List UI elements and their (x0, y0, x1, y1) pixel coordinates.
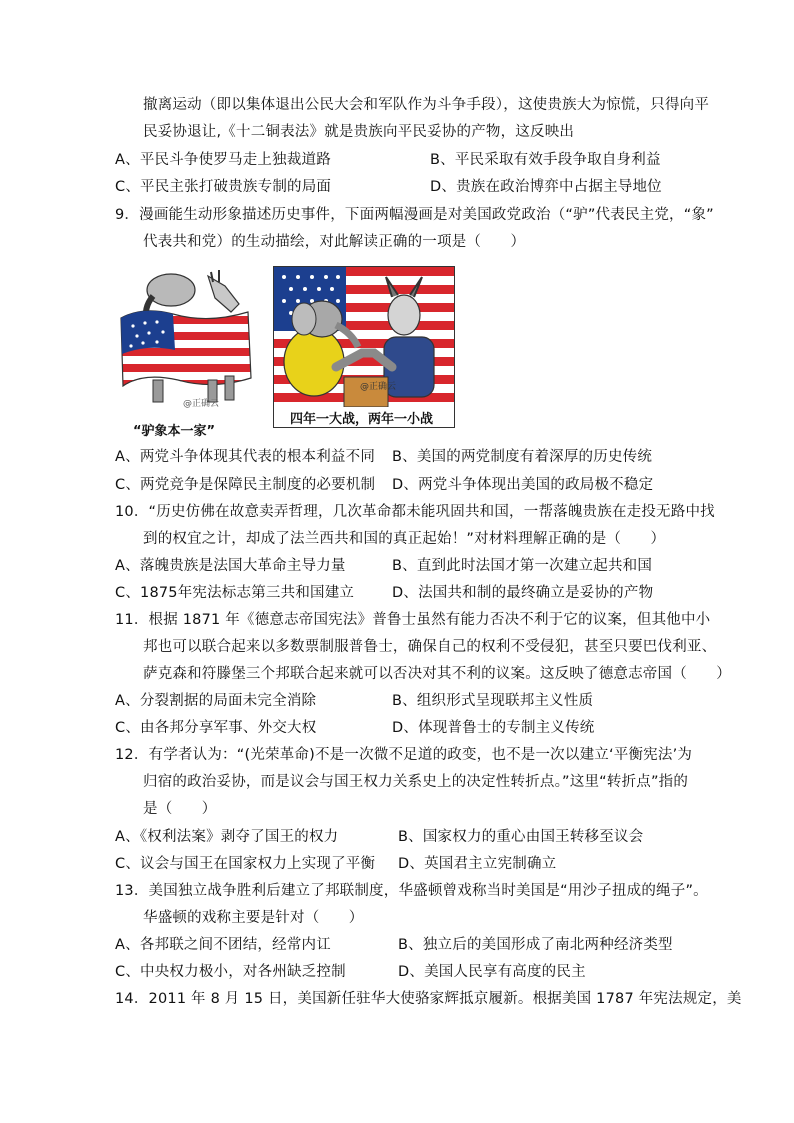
q12-option-b: B、国家权力的重心由国王转移至议会 (398, 829, 644, 845)
q10-stem-line2: 到的权宜之计，却成了法兰西共和国的真正起始！”对材料理解正确的是（ ） (143, 531, 666, 547)
cartoon1-watermark: @正确云 (183, 399, 220, 409)
q9-option-b: B、美国的两党制度有着深厚的历史传统 (392, 449, 653, 465)
q11-option-a: A、分裂割据的局面未完全消除 (115, 693, 317, 709)
q8-option-d: D、贵族在政治博弈中占据主导地位 (430, 179, 662, 195)
q13-option-b: B、独立后的美国形成了南北两种经济类型 (398, 937, 673, 953)
cartoon2-caption: 四年一大战，两年一小战 (290, 412, 434, 427)
q11-option-d: D、体现普鲁士的专制主义传统 (392, 720, 595, 736)
q10-stem-line1: 10．“历史仿佛在故意卖弄哲理，几次革命都未能巩固共和国，一帮落魄贵族在走投无路中找 (115, 504, 715, 520)
q11-stem-line3: 萨克森和符滕堡三个邦联合起来就可以否决对其不利的议案。这反映了德意志帝国（ ） (143, 666, 731, 682)
q8-option-c: C、平民主张打破贵族专制的局面 (115, 179, 332, 195)
q13-option-a: A、各邦联之间不团结，经常内讧 (115, 937, 331, 953)
q10-option-a: A、落魄贵族是法国大革命主导力量 (115, 558, 346, 574)
q11-option-b: B、组织形式呈现联邦主义性质 (392, 693, 594, 709)
q9-stem-line2: 代表共和党）的生动描绘，对此解读正确的一项是（ ） (143, 234, 526, 250)
q13-option-c: C、中央权力极小，对各州缺乏控制 (115, 964, 346, 980)
cartoon-elephant-donkey-arm-wrestling (273, 266, 455, 428)
q9-stem-line1: 9．漫画能生动形象描述历史事件，下面两幅漫画是对美国政党政治（“驴”代表民主党，“象” (115, 207, 714, 223)
q10-option-c: C、1875年宪法标志第三共和国建立 (115, 585, 355, 601)
q10-option-d: D、法国共和制的最终确立是妥协的产物 (392, 585, 654, 601)
q12-option-c: C、议会与国王在国家权力上实现了平衡 (115, 856, 376, 872)
q12-stem-line3: 是（ ） (143, 801, 217, 817)
q14-stem-line1: 14．2011 年 8 月 15 日，美国新任驻华大使骆家辉抵京履新。根据美国 1787 年宪法规定，美 (115, 991, 742, 1007)
q9-option-c: C、两党竞争是保障民主制度的必要机制 (115, 477, 376, 493)
q8-stem-line2: 民妥协退让,《十二铜表法》就是贵族向平民妥协的产物，这反映出 (143, 124, 575, 140)
q9-option-d: D、两党斗争体现出美国的政局极不稳定 (392, 477, 654, 493)
q11-option-c: C、由各邦分享军事、外交大权 (115, 720, 317, 736)
q13-stem-line1: 13．美国独立战争胜利后建立了邦联制度，华盛顿曾戏称当时美国是“用沙子扭成的绳子”。 (115, 883, 708, 899)
cartoon-donkey-elephant-one-family (113, 268, 258, 413)
q12-stem-line1: 12．有学者认为：“(光荣革命)不是一次微不足道的政变，也不是一次以建立‘平衡宪法’为 (115, 747, 693, 763)
q9-option-a: A、两党斗争体现其代表的根本利益不同 (115, 449, 376, 465)
cartoon1-caption: “驴象本一家” (133, 424, 216, 439)
q8-stem-line1: 撤离运动（即以集体退出公民大会和军队作为斗争手段），这使贵族大为惊慌，只得向平 (143, 97, 710, 113)
q12-stem-line2: 归宿的政治妥协，而是议会与国王权力关系史上的决定性转折点。”这里“转折点”指的 (143, 774, 689, 790)
q10-option-b: B、直到此时法国才第一次建立起共和国 (392, 558, 653, 574)
q12-option-a: A、《权利法案》剥夺了国王的权力 (115, 829, 339, 845)
q8-option-b: B、平民采取有效手段争取自身利益 (430, 152, 661, 168)
q12-option-d: D、英国君主立宪制确立 (398, 856, 557, 872)
q8-option-a: A、平民斗争使罗马走上独裁道路 (115, 152, 331, 168)
q13-stem-line2: 华盛顿的戏称主要是针对（ ） (143, 910, 364, 926)
q11-stem-line2: 邦也可以联合起来以多数票制服普鲁士，确保自己的权利不受侵犯，甚至只要巴伐利亚、 (143, 639, 717, 655)
q13-option-d: D、美国人民享有高度的民主 (398, 964, 586, 980)
q11-stem-line1: 11．根据 1871 年《德意志帝国宪法》普鲁士虽然有能力否决不利于它的议案，但其他中小 (115, 612, 711, 628)
cartoon2-watermark: @正确云 (360, 382, 397, 392)
